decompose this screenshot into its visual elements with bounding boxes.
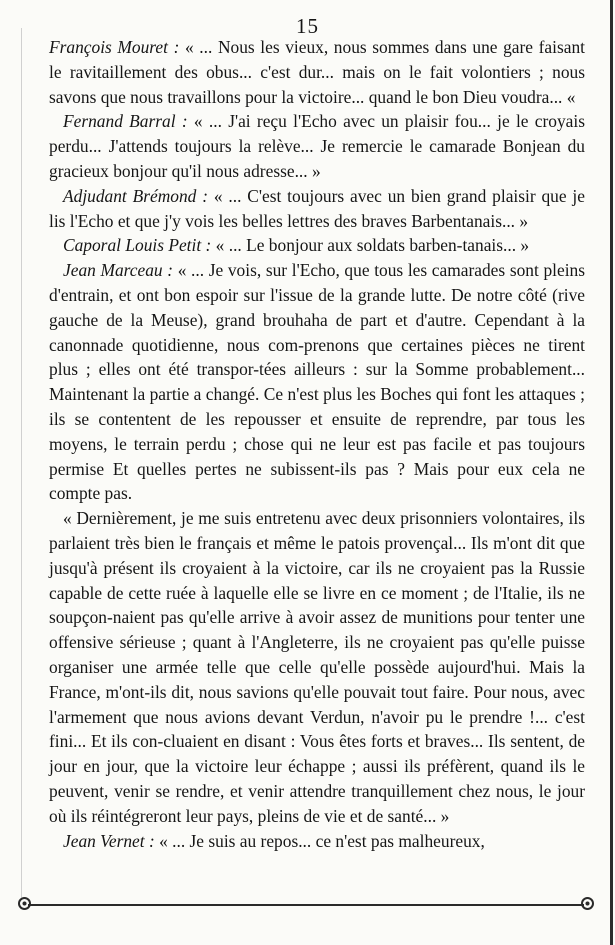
paragraph-text: « ... Le bonjour aux soldats barben-tanais... » bbox=[211, 235, 530, 256]
paragraph-text: « Dernièrement, je me suis entretenu avec deux prisonniers volontaires, ils parlaient très bien le français et même le patois provençal... Ils m'ont dit que jusqu'à présent ils croyaient à la victoire, car ils ne croyaient pas la Russie capable de cette ruée à laquelle elle se livre en ce moment ; de l'Italie, ils ne soupçon-naient pas qu'elle arrive à avoir assez de munitions pour tenter une offensive sérieuse ; quant à l'Angleterre, ils ne croyaient pas qu'elle puisse organiser une armée telle que celle qu'elle possède aujourd'hui. Mais la France, m'ont-ils dit, nous savions qu'elle pouvait tout faire. Pour nous, avec l'armement que nous avions devant Verdun, n'avoir pu le prendre !... c'est fini... Et ils con-cluaient en disant : Vous êtes forts et braves... Ils sentent, de jour en jour, que la victoire leur échappe ; aussi ils préfèrent, quand ils le peuvent, venir se rendre, et venir attendre tranquillement chez nous, le jour où ils réintégreront leur pays, pleins de vie et de santé... » bbox=[49, 508, 585, 826]
paragraph-jean-marceau-continued bbox=[49, 506, 585, 828]
paragraph-text: « ... J'ai reçu l'Echo avec un plaisir fou... je le croyais perdu... J'attends toujours la relève... Je remercie le camarade Bonjean du gracieux bonjour qu'il nous adresse... » bbox=[49, 111, 585, 181]
paragraph-adjudant-bremond bbox=[49, 184, 585, 234]
paragraph-text: « ... Je vois, sur l'Echo, que tous les camarades sont pleins d'entrain, et ont bon espoir sur l'issue de la grande lutte. De notre côté (rive gauche de la Meuse), grand brouhaha de part et d'autre. Cependant à la canonnade quotidienne, nous com-prenons que certaines pièces ne tirent plus ; elles ont été transpor-tées ailleurs : sur la Somme probablement... Maintenant la partie a changé. Ce n'est plus les Boches qui font les attaques ; ils se contentent de les repousser et ensuite de reprendre, par tous les moyens, le terrain perdu ; chose qui ne leur est pas facile et pas toujours permise Et quelles pertes ne subissent-ils pas ? Mais pour eux cela ne compte pas. bbox=[49, 260, 585, 504]
page-number: 15 bbox=[296, 14, 319, 38]
speaker-name: Adjudant Brémond : bbox=[63, 185, 208, 206]
paragraph-caporal-louis-petit bbox=[49, 233, 585, 258]
speaker-name: Jean Marceau : bbox=[63, 260, 174, 281]
paragraph-text: « ... C'est toujours avec un bien grand plaisir que je lis l'Echo et que j'y vois les belles lettres des braves Barbentanais... » bbox=[49, 185, 585, 231]
speaker-name: François Mouret : bbox=[49, 37, 180, 57]
paragraph-text: « ... Je suis au repos... ce n'est pas malheureux, bbox=[154, 830, 485, 851]
speaker-name: Jean Vernet : bbox=[63, 830, 155, 851]
speaker-name: Fernand Barral : bbox=[63, 111, 188, 132]
ornament-line bbox=[28, 904, 584, 906]
ornament-knot-icon bbox=[581, 897, 594, 910]
paragraph-francois-mouret bbox=[49, 35, 585, 109]
footer-ornament-rule bbox=[20, 902, 592, 908]
left-margin-rule bbox=[21, 28, 22, 898]
paragraph-jean-marceau bbox=[49, 258, 585, 506]
paragraph-fernand-barral bbox=[49, 109, 585, 183]
right-edge-rule bbox=[610, 0, 613, 945]
speaker-name: Caporal Louis Petit : bbox=[63, 235, 212, 256]
paragraph-jean-vernet bbox=[49, 829, 585, 854]
paragraph-text: « ... Nous les vieux, nous sommes dans une gare faisant le ravitaillement des obus... c'est dur... mais on le fait volontiers ; nous savons que nous travaillons pour la victoire... quand le bon Dieu voudra... « bbox=[49, 37, 585, 107]
body-text bbox=[49, 35, 585, 853]
